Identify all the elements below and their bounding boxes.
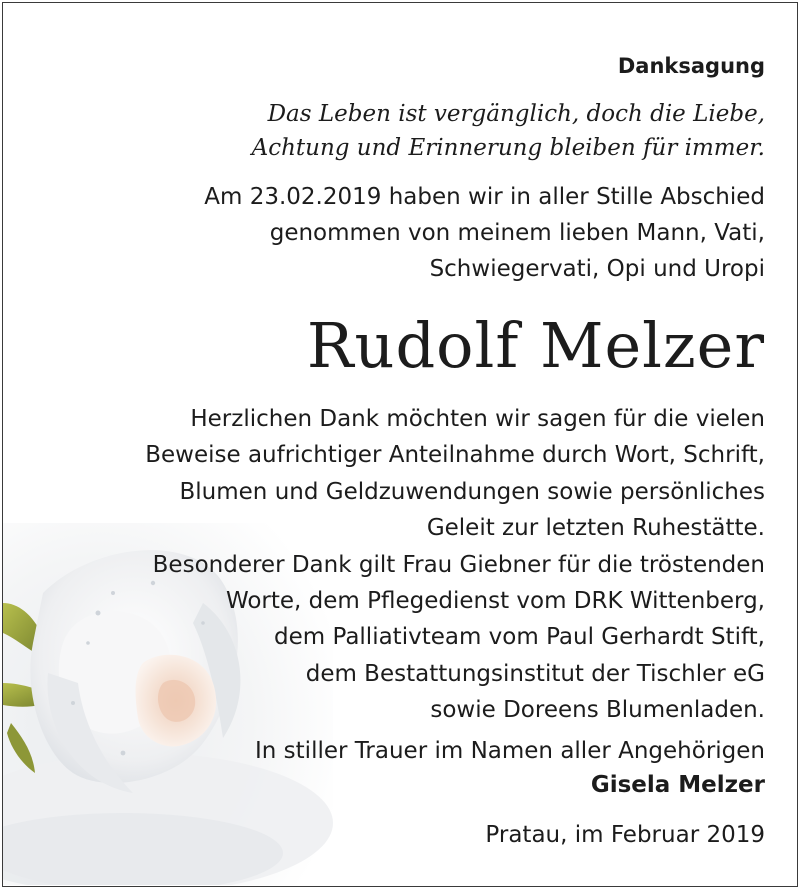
closing-line: In stiller Trauer im Namen aller Angehörigen (255, 738, 765, 764)
obituary-notice (2, 2, 798, 887)
thanks-line: dem Bestattungsinstitut der Tischler eG (305, 660, 765, 687)
thanks-line: Besonderer Dank gilt Frau Giebner für die tröstenden (152, 551, 765, 578)
deceased-name: Rudolf Melzer (306, 309, 765, 382)
heading: Danksagung (617, 54, 765, 78)
thanks-line: sowie Doreens Blumenladen. (430, 697, 765, 724)
thanks-line: Worte, dem Pflegedienst vom DRK Wittenberg, (225, 588, 765, 615)
signer-name: Gisela Melzer (590, 772, 765, 798)
thanks-line: dem Palliativteam vom Paul Gerhardt Stift, (274, 624, 765, 651)
place-date: Pratau, im Februar 2019 (485, 822, 765, 848)
memorial-quote (23, 97, 765, 165)
quote-line: Achtung und Erinnerung bleiben für immer. (251, 135, 765, 161)
quote-line: Das Leben ist vergänglich, doch die Liebe, (267, 101, 765, 127)
intro-text (23, 179, 765, 287)
intro-line: Schwiegervati, Opi und Uropi (429, 256, 765, 282)
thanks-line: Geleit zur letzten Ruhestätte. (426, 515, 765, 542)
thanks-line: Beweise aufrichtiger Anteilnahme durch Wort, Schrift, (145, 442, 765, 469)
intro-line: Am 23.02.2019 haben wir in aller Stille Abschied (204, 184, 765, 210)
thanks-line: Herzlichen Dank möchten wir sagen für die vielen (190, 406, 765, 432)
intro-line: genommen von meinem lieben Mann, Vati, (269, 220, 765, 246)
thanks-line: Blumen und Geldzuwendungen sowie persönliches (179, 478, 765, 505)
thanks-text (23, 401, 765, 729)
